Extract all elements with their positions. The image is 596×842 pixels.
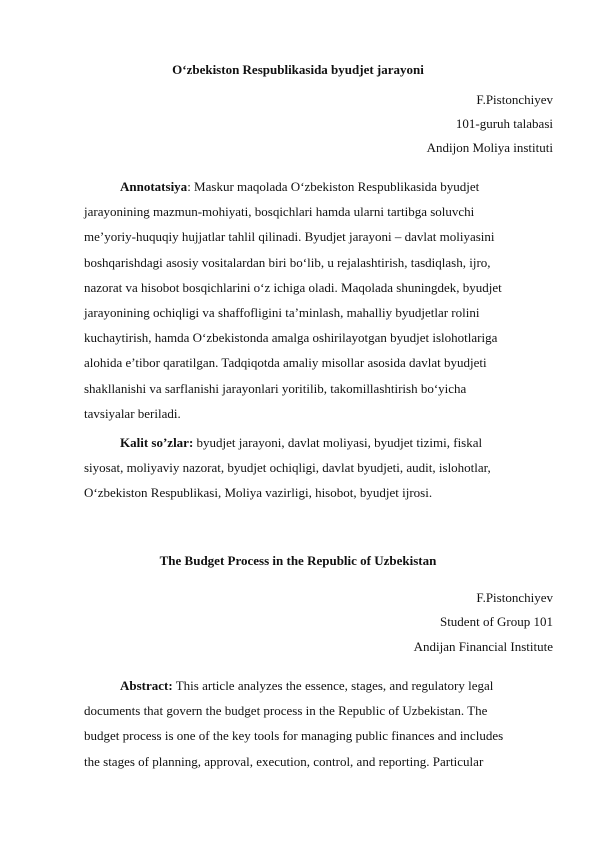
uz-abstract-label: Annotatsiya <box>120 179 188 194</box>
uz-abstract-line: Annotatsiya: Maskur maqolada O‘zbekiston Respublikasida byudjet <box>120 179 480 194</box>
uz-abstract-line: tavsiyalar beriladi. <box>84 405 181 421</box>
en-position: Student of Group 101 <box>439 614 553 629</box>
en-abstract-line: Abstract: This article analyzes the essence, stages, and regulatory legal <box>120 678 494 693</box>
en-abstract-line: documents that govern the budget process in the Republic of Uzbekistan. The <box>84 703 488 719</box>
uz-title: O‘zbekiston Respublikasida byudjet jarayoni <box>172 62 424 77</box>
uz-author: F.Pistonchiyev <box>476 92 553 107</box>
uz-abstract-line: jarayonining mazmun-mohiyati, bosqichlari hamda ularni tartibga soluvchi <box>84 204 475 220</box>
uz-position: 101-guruh talabasi <box>455 116 553 131</box>
uz-keywords-label: Kalit so’zlar: <box>120 435 194 450</box>
uz-abstract-line: jarayonining ochiqligi va shaffofligini ta’minlash, mahalliy byudjetlar rolini <box>84 305 480 321</box>
en-author: F.Pistonchiyev <box>476 590 553 605</box>
uz-keywords-line: O‘zbekiston Respublikasi, Moliya vazirligi, hisobot, byudjet ijrosi. <box>84 485 433 501</box>
uz-abstract-line: shakllanishi va sarflanishi jarayonlari yoritilib, takomillashtirish bo‘yicha <box>84 380 467 396</box>
en-title: The Budget Process in the Republic of Uzbekistan <box>159 553 437 568</box>
uz-abstract-line: kuchaytirish, hamda O‘zbekistonda amalga oshirilayotgan byudjet islohotlariga <box>84 330 498 346</box>
uz-institution: Andijon Moliya instituti <box>426 140 553 155</box>
en-abstract-line: budget process is one of the key tools for managing public finances and includes <box>84 728 504 744</box>
en-institution: Andijan Financial Institute <box>413 639 553 654</box>
uz-keywords <box>84 430 554 506</box>
uz-abstract-line: nazorat va hisobot bosqichlarini o‘z ichiga oladi. Maqolada shuningdek, byudjet <box>84 279 502 295</box>
en-abstract-line: the stages of planning, approval, execution, control, and reporting. Particular <box>84 753 484 769</box>
uz-abstract <box>84 174 554 426</box>
en-abstract <box>84 673 554 774</box>
uz-keywords-line: siyosat, moliyaviy nazorat, byudjet ochiqligi, davlat byudjeti, audit, islohotlar, <box>84 460 491 476</box>
uz-abstract-line: alohida e’tibor qaratilgan. Tadqiqotda amaliy misollar asosida davlat byudjeti <box>84 355 487 371</box>
en-abstract-label: Abstract: <box>120 678 173 693</box>
uz-abstract-line: boshqarishdagi asosiy vositalardan biri bo‘lib, u rejalashtirish, tasdiqlash, ijro, <box>84 254 491 270</box>
uz-abstract-line: me’yoriy-huquqiy hujjatlar tahlil qilinadi. Byudjet jarayoni – davlat moliyasini <box>84 229 495 245</box>
uz-keywords-line: Kalit so’zlar: byudjet jarayoni, davlat moliyasi, byudjet tizimi, fiskal <box>120 435 483 450</box>
